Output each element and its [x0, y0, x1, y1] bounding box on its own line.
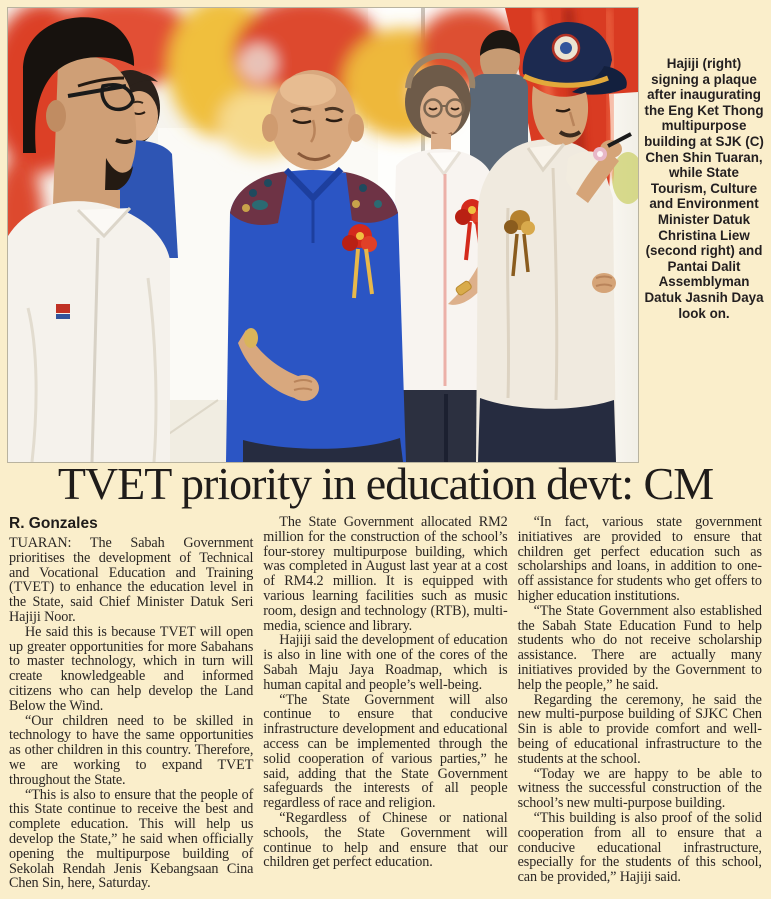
- paragraph: “This building is also proof of the solid cooperation from all to ensure that a conducive educational infrastructure, especially for the students of this school, can be provided,” Hajiji said.: [517, 809, 762, 886]
- paragraph: The State Government allocated RM2 million for the construction of the school’s four-storey multipurpose building, which was completed in August last year at a cost of RM4.2 million. It is equipped with various learning facilities such as music room, design and technology (RTB), multi-media, science and library.: [263, 514, 508, 634]
- paragraph: “Today we are happy to be able to witness the successful construction of the school’s new multi-purpose building.: [517, 765, 762, 812]
- paragraph: Regarding the ceremony, he said the new multi-purpose building of SJKC Chen Sin is able to provide comfort and well-being of educational infrastructure to the students at the school.: [517, 691, 762, 767]
- paragraph: “The State Government also established the Sabah State Education Fund to help students who do not receive scholarship assistance. There are actually many initiatives provided by the Government to help the people,” he said.: [517, 602, 762, 693]
- article-column-1: [9, 515, 253, 891]
- headline: TVET priority in education devt: CM: [57, 458, 714, 509]
- article-body: [9, 515, 762, 891]
- paragraph: TUARAN: The Sabah Government prioritises the development of Technical and Vocational Education and Training (TVET) to enhance the education level in the State, said Chief Minister Datuk Seri Hajiji Noor.: [9, 535, 254, 625]
- event-photo-illustration: [8, 8, 638, 462]
- event-photo: [8, 8, 638, 462]
- paragraph: “Regardless of Chinese or national schools, the State Government will continue to help and ensure that our children get perfect education.: [263, 809, 508, 871]
- paragraph: “This is also to ensure that the people of this State continue to receive the best and complete education. This will help us develop the State,” he said when officially opening the multipurpose building of Sekolah Rendah Jenis Kebangsaan Cina Chen Sin, here, Saturday.: [9, 786, 254, 892]
- paragraph: Hajiji said the development of education is also in line with one of the cores of the Sabah Maju Jaya Roadmap, which is human capital and people’s well-being.: [263, 632, 508, 693]
- article-column-2: [263, 515, 507, 891]
- article-column-3: [518, 515, 762, 891]
- paragraph: He said this is because TVET will open up greater opportunities for more Sabahans to master technology, which in turn will create knowledgeable and informed citizens who can help develop the Land Below the Wind.: [9, 623, 254, 714]
- photo-caption: Hajiji (right) signing a plaque after inaugurating the Eng Ket Thong multipurpose building at SJK (C) Chen Shin Tuaran, while State Tourism, Culture and Environment Minister Datuk Christina Liew (second right) and Pantai Dalit Assemblyman Datuk Jasnih Daya look on.: [644, 56, 764, 321]
- paragraph: “The State Government will also continue to ensure that conducive infrastructure development and educational access can be implemented through the solid cooperation of various parties,” he said, adding that the State Government safeguards the interests of all people regardless of race and religion.: [263, 691, 508, 812]
- byline: R. Gonzales: [9, 515, 98, 532]
- paragraph: “In fact, various state government initiatives are provided to ensure that children get perfect education such as scholarships and loans, in addition to one-off assistance for students who get offers to higher education institutions.: [517, 514, 762, 604]
- paragraph: “Our children need to be skilled in technology to have the same opportunities as other children in this country. Therefore, we are working to expand TVET throughout the State.: [9, 712, 254, 788]
